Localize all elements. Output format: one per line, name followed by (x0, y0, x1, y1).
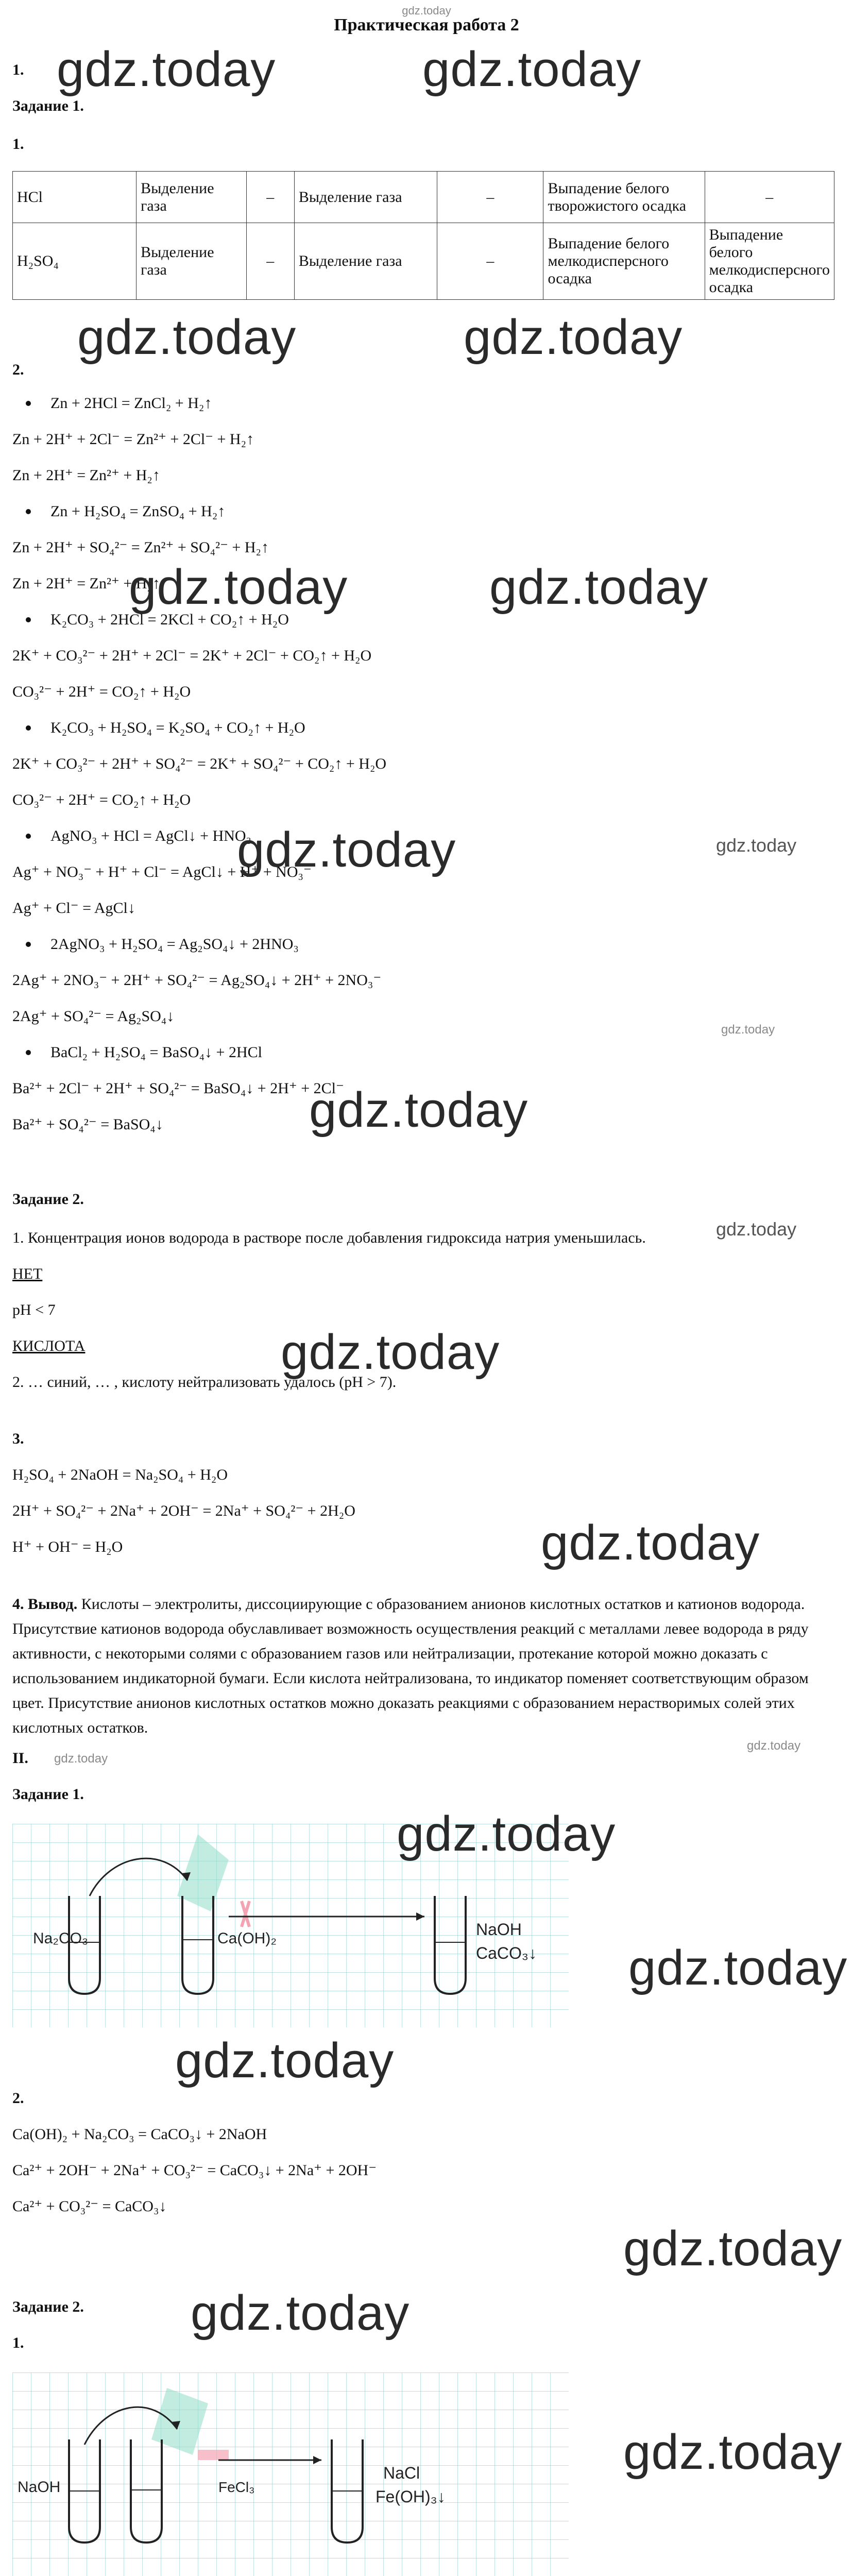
experiment-figure-1 (12, 1824, 569, 2027)
equation-line: H₂SO₄ + 2NaOH = Na₂SO₄ + H₂O (12, 1466, 228, 1483)
tube-label: FeCl₃ (218, 2479, 255, 2495)
table-cell: Выделение газа (137, 223, 247, 300)
watermark: gdz.today (397, 1806, 616, 1861)
equation-line: Zn + 2H⁺ = Zn²⁺ + H₂↑ (12, 467, 160, 484)
site-link[interactable]: gdz.today (402, 4, 451, 17)
watermark: gdz.today (129, 560, 348, 615)
equation-line: Ba²⁺ + 2Cl⁻ + 2H⁺ + SO₄²⁻ = BaSO₄↓ + 2H⁺ + 2Cl⁻ (12, 1080, 344, 1097)
equation-line: BaCl₂ + H₂SO₄ = BaSO₄↓ + 2HCl (50, 1044, 262, 1061)
watermark: gdz.today (175, 2033, 395, 2088)
subtask-number: 2. (12, 2090, 24, 2107)
table-cell: Выделение газа (294, 172, 437, 223)
equation-line: 2K⁺ + CO₃²⁻ + 2H⁺ + SO₄²⁻ = 2K⁺ + SO₄²⁻ + CO₂↑ + H₂O (12, 755, 387, 772)
watermark: gdz.today (489, 560, 709, 615)
answer-net: НЕТ (12, 1265, 43, 1282)
equation-line: AgNO₃ + HCl = AgCl↓ + HNO₃ (50, 827, 252, 844)
task-heading: Задание 2. (12, 2298, 84, 2315)
watermark: gdz.today (237, 822, 456, 877)
equation-line: Zn + H₂SO₄ = ZnSO₄ + H₂↑ (50, 503, 226, 520)
tube-label: NaCl (383, 2464, 420, 2482)
bullet-icon (26, 509, 31, 514)
tube-label: Ca(OH)₂ (217, 1930, 277, 1947)
section-number: 1. (12, 61, 24, 78)
watermark: gdz.today (541, 1515, 760, 1570)
equation-line: Zn + 2HCl = ZnCl₂ + H₂↑ (50, 395, 212, 412)
equation-line: H⁺ + OH⁻ = H₂O (12, 1538, 123, 1555)
subtask-number: 1. (12, 135, 24, 152)
table-cell: – (437, 172, 543, 223)
equation-line: Ca²⁺ + CO₃²⁻ = CaCO₃↓ (12, 2198, 167, 2215)
answer-kislota: КИСЛОТА (12, 1337, 86, 1354)
watermark: gdz.today (716, 1218, 797, 1240)
equation-line: K₂CO₃ + H₂SO₄ = K₂SO₄ + CO₂↑ + H₂O (50, 719, 305, 736)
conclusion-paragraph (12, 1592, 837, 1740)
experiment-figure-2 (12, 2372, 569, 2576)
tube-label: NaOH (18, 2479, 61, 2496)
watermark: gdz.today (281, 1325, 500, 1380)
bullet-icon (26, 834, 31, 839)
section-number: II. (12, 1750, 28, 1767)
bullet-icon (26, 1050, 31, 1055)
table-cell: – (246, 223, 294, 300)
bullet-icon (26, 617, 31, 622)
equation-line: 2Ag⁺ + SO₄²⁻ = Ag₂SO₄↓ (12, 1008, 175, 1025)
table-cell: Выделение газа (294, 223, 437, 300)
equation-line: 2H⁺ + SO₄²⁻ + 2Na⁺ + 2OH⁻ = 2Na⁺ + SO₄²⁻ + 2H₂O (12, 1502, 355, 1519)
equation-line: Ca²⁺ + 2OH⁻ + 2Na⁺ + CO₃²⁻ = CaCO₃↓ + 2Na⁺ + 2OH⁻ (12, 2162, 377, 2179)
watermark: gdz.today (721, 1023, 775, 1037)
tube-label: Fe(OH)₃↓ (376, 2487, 446, 2506)
watermark: gdz.today (628, 1940, 848, 1995)
subtask-number: 3. (12, 1430, 24, 1447)
watermark: gdz.today (464, 310, 683, 365)
equation-line: 2AgNO₃ + H₂SO₄ = Ag₂SO₄↓ + 2HNO₃ (50, 936, 299, 953)
watermark: gdz.today (309, 1082, 528, 1138)
equation-line: Ba²⁺ + SO₄²⁻ = BaSO₄↓ (12, 1116, 163, 1133)
table-cell: Выпадение белого мелкодисперсного осадка (543, 223, 705, 300)
subtask-number: 2. (12, 361, 24, 378)
watermark: gdz.today (77, 310, 297, 365)
table-cell: – (437, 223, 543, 300)
watermark: gdz.today (623, 2425, 843, 2480)
table-cell: H₂SO₄ (13, 223, 137, 300)
table-cell: – (246, 172, 294, 223)
task-heading: Задание 1. (12, 97, 84, 114)
table-row (13, 172, 834, 223)
equation-line: Zn + 2H⁺ + SO₄²⁻ = Zn²⁺ + SO₄²⁻ + H₂↑ (12, 539, 269, 556)
table-cell: HCl (13, 172, 137, 223)
equation-line: Zn + 2H⁺ = Zn²⁺ + H₂↑ (12, 575, 160, 592)
watermark: gdz.today (623, 2221, 843, 2276)
equation-line: 2K⁺ + CO₃²⁻ + 2H⁺ + 2Cl⁻ = 2K⁺ + 2Cl⁻ + CO₂↑ + H₂O (12, 647, 372, 664)
watermark: gdz.today (422, 42, 642, 97)
watermark: gdz.today (747, 1739, 801, 1753)
table-row (13, 223, 834, 300)
bullet-icon (26, 725, 31, 731)
tube-label: CaCO₃↓ (476, 1944, 537, 1962)
equation-line: Ag⁺ + NO₃⁻ + H⁺ + Cl⁻ = AgCl↓ + H⁺ + NO₃⁻ (12, 863, 312, 880)
reactions-table (12, 171, 834, 300)
subtask-number: 1. (12, 2334, 24, 2351)
answer-ph: pH < 7 (12, 1301, 56, 1318)
watermark: gdz.today (57, 42, 276, 97)
equation-line: CO₃²⁻ + 2H⁺ = CO₂↑ + H₂O (12, 791, 191, 808)
bullet-icon (26, 942, 31, 947)
conclusion-label: 4. Вывод. (12, 1596, 78, 1613)
table-cell: Выпадение белого творожистого осадка (543, 172, 705, 223)
answer-line: 2. … синий, … , кислоту нейтрализовать удалось (pH > 7). (12, 1374, 397, 1391)
task-heading: Задание 2. (12, 1191, 84, 1208)
equation-line: CO₃²⁻ + 2H⁺ = CO₂↑ + H₂O (12, 683, 191, 700)
bullet-icon (26, 401, 31, 406)
watermark: gdz.today (191, 2285, 410, 2341)
equation-line: K₂CO₃ + 2HCl = 2KCl + CO₂↑ + H₂O (50, 611, 289, 628)
page-title: Практическая работа 2 (334, 15, 519, 35)
tube-label: NaOH (476, 1920, 522, 1939)
task-heading: Задание 1. (12, 1786, 84, 1803)
table-cell: Выпадение белого мелкодисперсного осадка (705, 223, 834, 300)
conclusion-text: Кислоты – электролиты, диссоциирующие с образованием анионов кислотных остатков и катионов водорода. Присутствие катионов водорода обуславливает возможность осуществления реакций с металлами левее водорода в ряду активности, с некоторыми солями с образованием газов или нейтрализации, протекание которой можно доказать с использованием индикаторной бумаги. Если кислота нейтрализована, то индикатор поменяет соответствующим образом цвет. Присутствие анионов кислотных остатков можно доказать реакциями с образованием нерастворимых солей этих кислотных остатков. (12, 1596, 809, 1736)
watermark: gdz.today (716, 835, 797, 856)
equation-line: 2Ag⁺ + 2NO₃⁻ + 2H⁺ + SO₄²⁻ = Ag₂SO₄↓ + 2H⁺ + 2NO₃⁻ (12, 972, 382, 989)
table-cell: – (705, 172, 834, 223)
equation-line: Ag⁺ + Cl⁻ = AgCl↓ (12, 900, 135, 917)
equation-line: Ca(OH)₂ + Na₂CO₃ = CaCO₃↓ + 2NaOH (12, 2126, 267, 2143)
equation-line: Zn + 2H⁺ + 2Cl⁻ = Zn²⁺ + 2Cl⁻ + H₂↑ (12, 431, 254, 448)
table-cell: Выделение газа (137, 172, 247, 223)
answer-line: 1. Концентрация ионов водорода в растворе после добавления гидроксида натрия уменьшилась. (12, 1229, 646, 1246)
watermark: gdz.today (54, 1752, 108, 1766)
tube-label: Na₂CO₃ (33, 1930, 89, 1947)
